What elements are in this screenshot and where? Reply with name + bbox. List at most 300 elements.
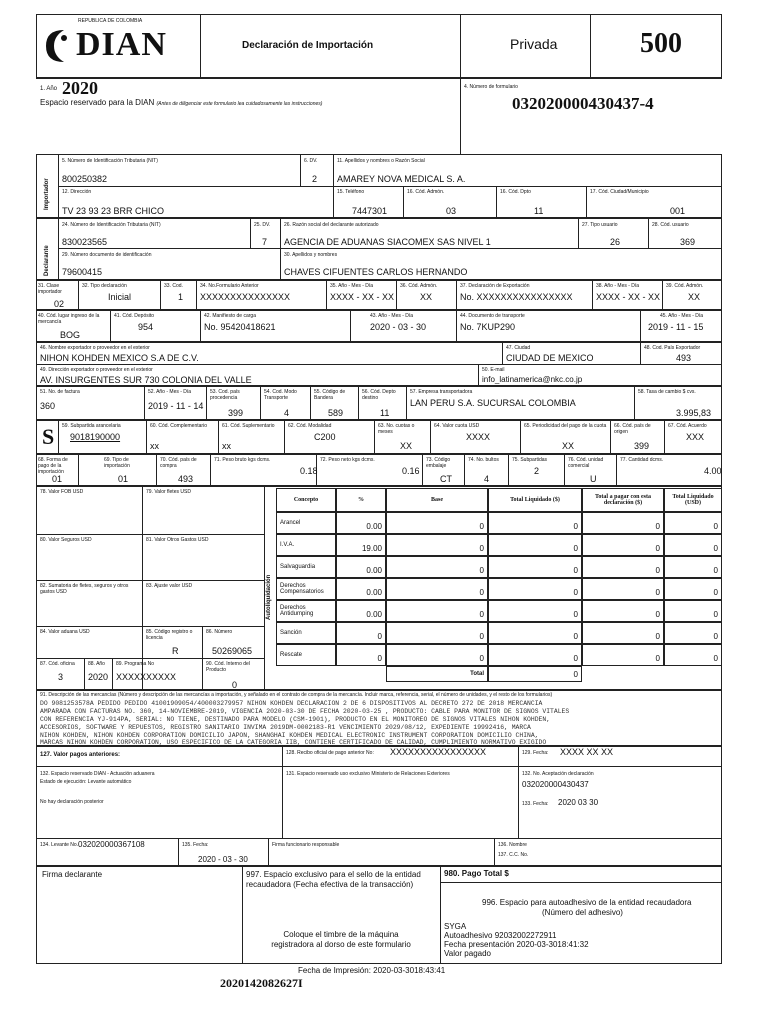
rule [494,838,495,866]
liquidacion-total-label: Total [386,666,488,682]
pais-origen-value: 399 [634,441,650,451]
liquidacion-cell: 0.00 [336,600,386,622]
numero-adhesivo-label: (Número del adhesivo) [542,908,623,917]
subpartidas-value: 2 [534,466,540,476]
rule [310,386,311,420]
rule [358,386,359,420]
licencia-label: 85. Código registro o licencia [146,629,193,641]
modalidad-label: 62. Cód. Modalidad [288,423,332,429]
rule [502,342,503,364]
rule [456,280,457,310]
oficina-value: 3 [58,672,64,682]
fecha35-value: XXXX - XX - XX [330,292,395,302]
autoliquidacion-label: Autoliquidación [266,574,272,620]
cc137-label: 137. C.C. No. [498,852,529,858]
decl-cod-label: 28. Cód. usuario [652,222,689,228]
subpartidas-label: 75. Subpartidas [512,457,548,463]
razon-value: AMAREY NOVA MEDICAL S. A. [337,174,466,184]
rule [478,364,479,386]
rule [406,386,407,420]
peso-neto-value: 0.16 [402,466,420,476]
estado-label: Estado de ejecución: Levante automático [40,779,132,785]
cuotas-label: 63. No. cuotas o meses [378,423,415,435]
liquidacion-total-value: 0 [488,666,582,682]
liquidacion-cell: 0.00 [336,556,386,578]
fecha45-label: 45. Año - Mes - Día [660,313,704,319]
forma-label: 68. Forma de pago de la importación [38,457,68,475]
decl-dv-label: 25. DV. [254,222,271,228]
fecha45-value: 2019 - 11 - 15 [648,322,704,332]
liquidacion-cell: 19.00 [336,534,386,556]
liquidacion-cell: 0 [582,534,664,556]
rule [36,658,264,659]
rule [564,454,565,486]
fecha129-value: XXXX XX XX [560,747,614,757]
producto-label: 90. Cód. Interno del Producto [206,661,250,673]
decl-tipo-value: 26 [610,237,621,247]
numero-label: 86. Número [206,629,233,635]
decl-dv-value: 7 [262,237,268,247]
depto-value: 11 [534,206,544,216]
fletes-label: 79. Valor fletes USD [146,489,191,495]
obs-line: DO 9081253578A PEDIDO PEDIDO 41001909054/400003279957 NIHON KOHDEN DECLARACION 2 DE 6 DISPOSITIVOS AL DECRETO 272 DE 2018 MERCANCIA [40,700,543,707]
aceptacion-value: 032020000430437 [522,780,589,789]
liquidacion-cell: 0 [386,556,488,578]
aduana-label: 84. Valor aduana USD [40,629,90,635]
dian-logo-icon [44,26,78,66]
num-formulario-label: 4. Número de formulario [464,84,518,90]
form-ant-label: 34. No.Formulario Anterior [200,283,259,289]
producto-value: 0 [232,680,238,690]
rule [178,838,179,866]
rule [144,386,145,420]
fecha52-label: 52. Año - Mes - Día [148,389,192,395]
rule [196,280,197,310]
form-ant-value: XXXXXXXXXXXXXXX [200,292,291,302]
rule [592,280,593,310]
complementario-value: xx [150,441,159,451]
cuota-usd-label: 64. Valor cuota USD [434,423,480,429]
unidad-label: 76. Cód. unidad comercial [568,457,604,469]
sumatoria-label: 82. Sumatoria de fletes, seguros y otros gastos USD [40,583,129,595]
liquidacion-concepto: Derechos Antidumping [276,600,336,622]
rule [610,420,611,454]
rule [78,454,79,486]
form-number: 500 [640,28,682,59]
liquidacion-cell: 0 [664,578,722,600]
obs-line: NIHON KOHDEN, NIHON KOHDEN CORPORATION DOMICILIO JAPON, SHANGHAI KOHDEN MEDICAL ELECTRONIC INSTRUMENT CORPORATION DOMICILIO CHINA, [40,732,539,739]
oficina-label: 87. Cód. oficina [40,661,75,667]
complementario-label: 60. Cód. Complementario [150,423,207,429]
direccion-value: TV 23 93 23 BRR CHICO [62,206,165,216]
obs-line: AMPARADA CON FACTURAS NO. 360, 14-NOVIEMBRE-2019, VIGENCIA 2020-03-30 DE FECHA 2020-03-25 , PRODUCTO: CABLE PARA MONITOR DE SIGNOS VITALES [40,708,570,715]
rule [142,486,143,690]
fecha43-value: 2020 - 03 - 30 [370,322,427,332]
rule [374,420,375,454]
decl-nombre-label: 30. Apellidos y nombres [284,252,338,258]
forma-value: 01 [52,474,63,484]
rule [260,386,261,420]
deposito-label: 41. Cód. Depósito [114,313,155,319]
fob-label: 78. Valor FOB USD [40,489,84,495]
embalaje-label: 73. Código embalaje [426,457,451,469]
ciudad-label: 17. Cód. Ciudad/Municipio [590,189,649,195]
privacy-label: Privada [510,36,558,52]
ano88-label: 88. Año [88,661,105,667]
modalidad-value: C200 [314,432,336,442]
rule [496,186,497,218]
liquidacion-cell: 0 [386,534,488,556]
liquidacion-header: Total Liquidado ($) [488,488,582,512]
peso-bruto-value: 0.18 [300,466,318,476]
rule [160,280,161,310]
rule [146,420,147,454]
fecha133-value: 2020 03 30 [558,798,599,807]
bultos-label: 74. No. bultos [468,457,499,463]
rule [648,218,649,248]
periodicidad-value: XX [562,441,575,451]
direccion-label: 12. Dirección [62,189,92,195]
periodicidad-label: 65. Periodicidad del pago de la cuota [524,423,607,429]
barcode-number: 2020142082627I [220,976,303,990]
programa-value: XXXXXXXXXX [116,672,177,682]
decl-cod-value: 369 [680,237,696,247]
cantidad-label: 77. Cantidad dcms. [620,457,664,463]
depto56-label: 56. Cód. Depto destino [362,389,396,401]
email-label: 50. E-mail [482,367,505,373]
liquidacion-cell: 0 [488,556,582,578]
export-direccion-value: AV. INSURGENTES SUR 730 COLONIA DEL VALLE [40,375,252,385]
doc-transp-value: No. 7KUP290 [460,322,516,332]
rule [36,766,722,767]
fecha38-value: XXXX - XX - XX [596,292,661,302]
liquidacion-cell: 0 [386,622,488,644]
sello-label: 997. Espacio exclusivo para el sello de la entidad recaudadora (Fecha efectiva de la transacción) [246,870,421,889]
liquidacion-header: Base [386,488,488,512]
recibo-label: 128. Recibo oficial de pago anterior No: [286,750,374,756]
fecha-presentacion: Fecha presentación 2020-03-3018:41:32 [444,940,589,949]
levante-value: 032020000367108 [78,840,145,849]
liquidacion-cell: 0 [582,556,664,578]
valores-ant-label: 127. Valor pagos anteriores: [40,752,121,758]
liquidacion-cell: 0 [582,512,664,534]
rule [218,420,219,454]
rule [282,746,283,838]
liquidacion-cell: 0 [386,600,488,622]
rule [58,186,722,187]
pais53-label: 53. Cod. país procedencia [210,389,240,401]
decl-nombre-value: CHAVES CIFUENTES CARLOS HERNANDO [284,267,468,277]
liquidacion-cell: 0 [386,512,488,534]
rule [464,454,465,486]
republica-text: REPUBLICA DE COLOMBIA [78,18,143,24]
rule [110,310,111,342]
peso-bruto-label: 71. Peso bruto kgs dcms. [214,457,271,463]
rule [78,280,79,310]
obs-line: MARCAS NIHON KOHDEN CORPORATION, USO ESPECIFICO DE LA CATEGORIA IIB, CONTIENE CERTIFICADO DE CALIDAD, CUMPLIMIENTO NORMATIVO EXIGIDO [40,739,547,746]
rule [662,280,663,310]
dec-export-label: 37. Declaración de Exportación [460,283,530,289]
fecha129-label: 129. Fecha: [522,750,549,756]
compra-label: 70. Cód. país de compra [160,457,197,469]
compra-value: 493 [178,474,194,484]
liquidacion-header: Total a pagar con esta declaración ($) [582,488,664,512]
liquidacion-cell: 0 [664,534,722,556]
liquidacion-cell: 0.00 [336,578,386,600]
subpartida-label: 59. Subpartida arancelaria [62,423,121,429]
rule [36,534,264,535]
rule [36,364,722,365]
razon-label: 11. Apellidos y nombres o Razón Social [337,158,425,164]
export-direccion-label: 49. Dirección exportador o proveedor en el exterior [40,367,153,373]
exportador-value: NIHON KOHDEN MEXICO S.A DE C.V. [40,353,199,363]
levante-label: 134. Levante No. [40,842,79,848]
lugar-value: BOG [60,330,81,340]
fecha43-label: 43. Año - Mes - Día [370,313,414,319]
liquidacion-cell: 0 [488,534,582,556]
acuerdo-value: XXX [686,432,705,442]
admon36-value: XX [420,292,433,302]
obs-line: ACCESORIOS, SOFTWARE Y REPUESTOS, REGISTRO SANITARIO INVIMA 2019DM-0002183-R1 VENCIMIENTO 2029/08/12, EXPEDIENTE 19992416, MARCA [40,724,531,731]
autoadhesivo-label: 996. Espacio para autoadhesivo de la entidad recaudadora [482,898,692,907]
firma-declarante-label: Firma declarante [42,870,103,879]
rule [36,78,722,79]
recibo-value: XXXXXXXXXXXXXXXX [390,747,487,757]
rule [264,486,265,690]
subpartida-value: 9018190000 [70,432,121,442]
rule [112,658,113,690]
telefono-label: 15. Teléfono [337,189,365,195]
programa-label: 89. Programa No [116,661,155,667]
header-divider-3 [590,14,591,78]
firma-func-label: Firma funcionario responsable [272,842,340,848]
liquidacion-concepto: Rescate [276,644,336,666]
liquidacion-concepto: Arancel [276,512,336,534]
fecha135-value: 2020 - 03 - 30 [198,855,248,864]
rule [586,186,587,218]
manifiesto-value: No. 95420418621 [204,322,276,332]
syga-text: SYGA [444,922,467,931]
form-title: Declaración de Importación [242,40,374,51]
admon-value: 03 [446,206,457,216]
decl-razon-value: AGENCIA DE ADUANAS SIACOMEX SAS NIVEL 1 [284,237,491,247]
otros-label: 81. Valor Otros Gastos USD [146,537,209,543]
decl-nit-label: 24. Número de Identificación Tributaria (NIT) [62,222,161,228]
decl-tipo-label: 27. Tipo usuario [582,222,618,228]
peso-neto-label: 72. Peso neto kgs dcms. [320,457,375,463]
rule [634,386,635,420]
fecha52-value: 2019 - 11 - 14 [148,401,204,411]
ciudad-value: 001 [670,206,686,216]
tipo-decl-value: Inicial [108,292,132,302]
declarante-section-label: Declarante [44,245,50,276]
fecha133-label: 133. Fecha: [522,801,549,807]
decl-doc-label: 29. Número documento de identificación [62,252,152,258]
suplementario-label: 61. Cód. Suplementario [222,423,275,429]
rule [36,626,264,627]
liquidacion-concepto: Salvaguardia [276,556,336,578]
nit-label: 5. Número de Identificación Tributaria (NIT) [62,158,158,164]
espacio132-label: 132. Espacio reservado DIAN - Actuación aduanera [40,771,155,777]
liquidacion-header: Concepto [276,488,336,512]
liquidacion-cell: 0 [386,578,488,600]
rule [640,310,641,342]
admon39-value: XX [688,292,701,302]
bandera-value: 589 [328,408,344,418]
suplementario-value: xx [222,441,231,451]
decl-doc-value: 79600415 [62,267,103,277]
rule [664,420,665,454]
header-divider-2 [460,14,461,154]
importador-section-label: Importador [44,178,50,210]
seguros-label: 80. Valor Seguros USD [40,537,92,543]
rule [156,454,157,486]
rule [640,342,641,364]
rule [206,386,207,420]
modo-value: 4 [284,408,290,418]
liquidacion-concepto: Derechos Compensatorios [276,578,336,600]
rule [520,420,521,454]
liquidacion-cell: 0 [488,600,582,622]
fecha-impresion: Fecha de Impresión: 2020-03-3018:43:41 [298,966,446,975]
fecha35-label: 35. Año - Mes - Día [330,283,374,289]
rule [518,746,519,838]
rule [403,186,404,218]
rule [440,866,441,964]
deposito-value: 954 [138,322,154,332]
liquidacion-cell: 0 [488,622,582,644]
liquidacion-cell: 0 [664,644,722,666]
exportador-label: 46. Nombre exportador o proveedor en el exterior [40,345,150,351]
valor-pagado: Valor pagado [444,949,491,958]
rule [350,310,351,342]
admon36-label: 36. Cód. Admón. [400,283,438,289]
depto56-value: 11 [380,408,390,418]
obs-label: 91. Descripción de las mercancías (Número y descripción de las mercancías a importación, y señalado en el contrato de compra de la mercancía. Incluir marca, referencia, serial, el número de unidades, y el resto de los formularios) [40,692,553,698]
modo-label: 54. Cod. Modo Transporte [264,389,297,401]
rule [200,310,201,342]
liquidacion-cell: 0 [488,578,582,600]
pais-origen-label: 66. Cód. país de origen [614,423,651,435]
fecha38-label: 38. Año - Mes - Día [596,283,640,289]
rule [578,218,579,248]
cod33-value: 1 [178,292,184,302]
liquidacion-cell: 0 [336,622,386,644]
obs-line: CON REFERENCIA YJ-914PA, SERIAL: NO TIENE, DESTINADO PARA MODELO (CSM-1901), PRODUCTO EN EL MONITOREO DE SIGNOS VITALES NIHON KOHDEN, [40,716,551,723]
rule [456,310,457,342]
liquidacion-cell: 0 [664,622,722,644]
rule [36,580,264,581]
nit-value: 800250382 [62,174,108,184]
factura-label: 51. No. de factura [40,389,80,395]
rule [268,838,269,866]
licencia-value: R [172,646,179,656]
numero-value: 50269065 [212,646,253,656]
rule [202,626,203,690]
liquidacion-cell: 0 [664,600,722,622]
pais53-value: 399 [228,408,244,418]
reserved-text: Espacio reservado para la DIAN [40,98,155,107]
liquidacion-cell: 0 [582,644,664,666]
liquidacion-table [276,488,722,688]
dec-export-value: No. XXXXXXXXXXXXXXXX [460,292,573,302]
tipo-imp-value: 01 [118,474,129,484]
dv-value: 2 [312,174,318,184]
rule [280,218,281,280]
depto-label: 16. Cód. Dpto [500,189,531,195]
clase-label: 31. Clase importador [38,283,62,295]
rule [430,420,431,454]
decl-nit-value: 830023565 [62,237,108,247]
nombre136-label: 136. Nombre [498,842,527,848]
liquidacion-concepto: I.V.A. [276,534,336,556]
export-pais-value: 493 [676,353,692,363]
rule [84,658,85,690]
liquidacion-cell: 0.00 [336,512,386,534]
rule [422,454,423,486]
rule [440,882,722,883]
decl-razon-label: 26. Razón social del declarante autorizado [284,222,379,228]
transportadora-label: 57. Empresa transportadora [410,389,473,395]
rule [333,154,334,218]
ano88-value: 2020 [88,672,109,682]
dv-label: 6. DV. [304,158,318,164]
cod33-label: 33. Cod. [164,283,183,289]
liquidacion-cell: 0 [488,512,582,534]
admon-label: 16. Cód. Admón. [407,189,445,195]
reserved-label [40,98,322,107]
transportadora-value: LAN PERU S.A. SUCURSAL COLOMBIA [410,398,576,408]
rule [396,280,397,310]
liquidacion-cell: 0 [582,578,664,600]
ajuste-label: 83. Ajuste valor USD [146,583,193,589]
cuotas-value: XX [400,441,413,451]
factura-value: 360 [40,401,56,411]
rule [58,218,59,280]
rule [58,420,59,454]
liquidacion-cell: 0 [336,644,386,666]
tipo-imp-label: 69. Tipo de importación [104,457,130,469]
rule [242,866,243,964]
logo-text: DIAN [76,26,167,63]
rule [58,248,722,249]
liquidacion-cell: 0 [664,512,722,534]
timbre-label: Coloque el timbre de la máquina registradora al dorso de este formulario [271,930,411,949]
posterior-label: No hay declaración posterior [40,799,104,805]
liquidacion-header: Total Liquidado (USD) [664,488,722,512]
email-value: info_latinamerica@nkc.co.jp [482,375,583,384]
bandera-label: 55. Código de Bandera [314,389,346,401]
rule [210,454,211,486]
manifiesto-label: 42. Manifiesto de carga [204,313,256,319]
aceptacion-label: 132. No. Aceptación declaración [522,771,594,777]
cuota-usd-value: XXXX [466,432,491,442]
bultos-value: 4 [484,474,490,484]
rule [36,838,722,839]
telefono-value: 7447301 [352,206,388,216]
espacio131-label: 131. Espacio reservado uso exclusivo Ministerio de Relaciones Exteriores [286,771,450,777]
fecha135-label: 135. Fecha: [182,842,209,848]
export-ciudad-value: CIUDAD DE MEXICO [506,353,594,363]
ano-label: 1. Año [40,86,58,92]
liquidacion-cell: 0 [386,644,488,666]
admon39-label: 39. Cód. Admón. [666,283,704,289]
rule [326,280,327,310]
ano-value: 2020 [62,78,98,98]
s-letter: S [42,424,55,449]
pago-label: 980. Pago Total $ [444,869,509,878]
header-divider-1 [200,14,201,78]
